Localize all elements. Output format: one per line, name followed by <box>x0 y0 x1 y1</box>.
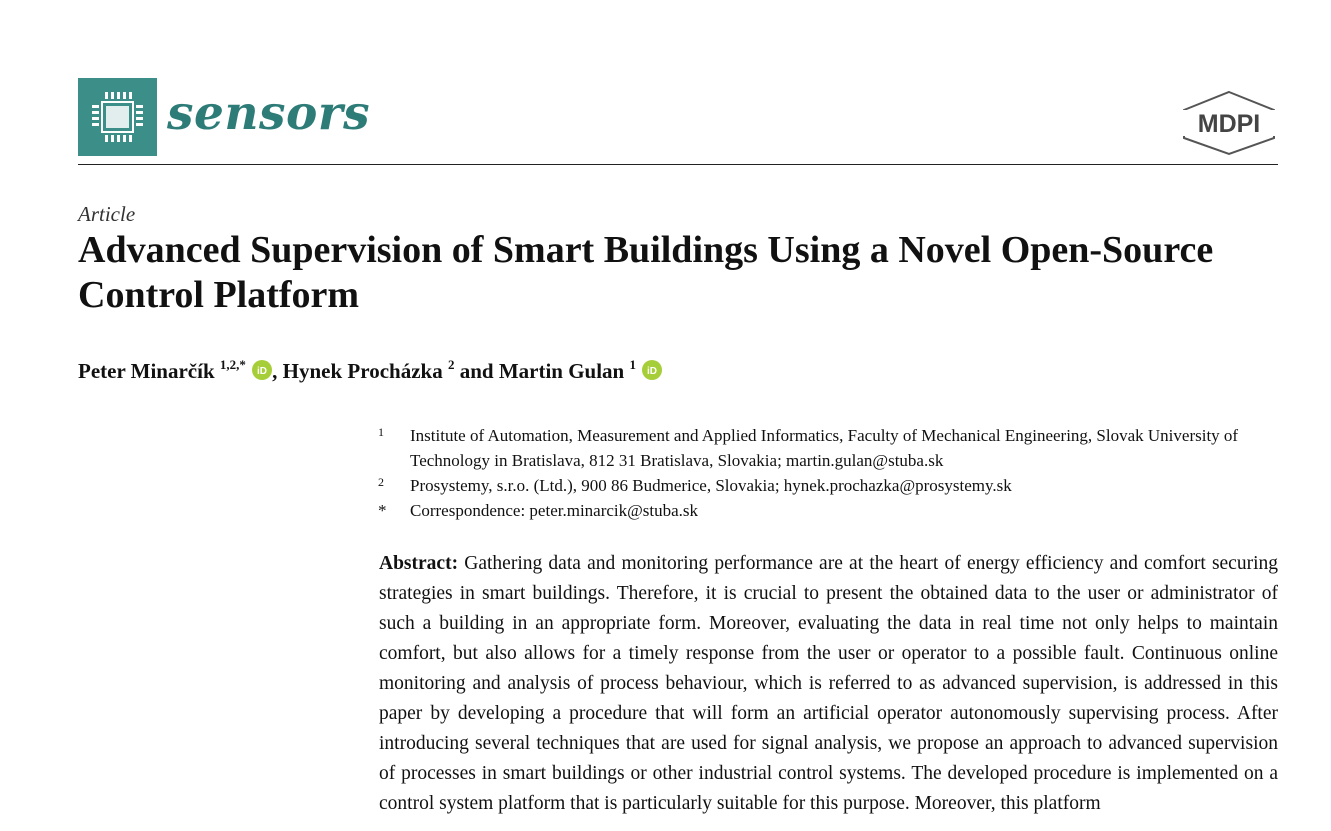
author-affiliation-mark: 1 <box>629 357 636 372</box>
journal-name: sensors <box>167 86 371 141</box>
svg-text:iD: iD <box>257 366 268 377</box>
author-name: Hynek Procházka <box>282 359 443 383</box>
author-name: Peter Minarčík <box>78 359 215 383</box>
affiliation-text: Prosystemy, s.r.o. (Ltd.), 900 86 Budmerice, Slovakia; hynek.prochazka@prosystemy.sk <box>410 476 1012 495</box>
author-separator: and <box>454 359 499 383</box>
affiliation-item <box>378 473 1278 498</box>
affiliation-list <box>378 423 1278 523</box>
header-divider <box>78 164 1278 165</box>
paper-title: Advanced Supervision of Smart Buildings Using a Novel Open-Source Control Platform <box>78 229 1214 316</box>
author-affiliation-mark: 2 <box>447 357 455 372</box>
affiliation-item <box>378 498 1278 523</box>
chip-icon <box>78 78 157 156</box>
mdpi-logo <box>1180 90 1278 156</box>
affiliation-item <box>378 423 1278 473</box>
affiliation-mark: * <box>378 501 387 520</box>
affiliation-text: Institute of Automation, Measurement and Applied Informatics, Faculty of Mechanical Engineering, Slovak University of Technology in Bratislava, 812 31 Bratislava, Slovakia; martin.gulan@stuba.sk <box>410 426 1239 470</box>
publisher-logo <box>1180 90 1278 156</box>
affiliation-mark: 2 <box>378 475 384 489</box>
abstract-label: Abstract: <box>379 553 459 574</box>
svg-text:MDPI: MDPI <box>1197 110 1261 138</box>
svg-text:iD: iD <box>647 366 658 377</box>
abstract-text: Gathering data and monitoring performance are at the heart of energy efficiency and comfort securing strategies in smart buildings. Therefore, it is crucial to present the obtained data to the user or administrator of such a building in an appropriate form. Moreover, evaluating the data in real time not only helps to maintain comfort, but also allows for a timely response from the user or operator to a possible fault. Continuous online monitoring and analysis of process behaviour, which is referred to as advanced supervision, is addressed in this paper by developing a procedure that will form an artificial operator autonomously supervising process. After introducing several techniques that are used for signal analysis, we propose an approach to advanced supervision of processes in smart buildings or other industrial control systems. The developed procedure is implemented on a control system platform that is particularly suitable for this purpose. Moreover, this platform <box>379 553 1279 814</box>
author-name: Martin Gulan <box>498 359 625 383</box>
orcid-icon[interactable] <box>252 360 272 380</box>
author-separator: , <box>272 359 283 383</box>
author-list <box>78 356 662 386</box>
journal-logo <box>78 78 157 156</box>
orcid-icon[interactable] <box>642 360 662 380</box>
affiliation-mark: 1 <box>378 425 384 439</box>
article-type: Article <box>78 202 136 226</box>
correspondence-text: Correspondence: peter.minarcik@stuba.sk <box>410 501 699 520</box>
abstract <box>379 549 1278 819</box>
author-affiliation-mark: 1,2,* <box>219 357 246 372</box>
